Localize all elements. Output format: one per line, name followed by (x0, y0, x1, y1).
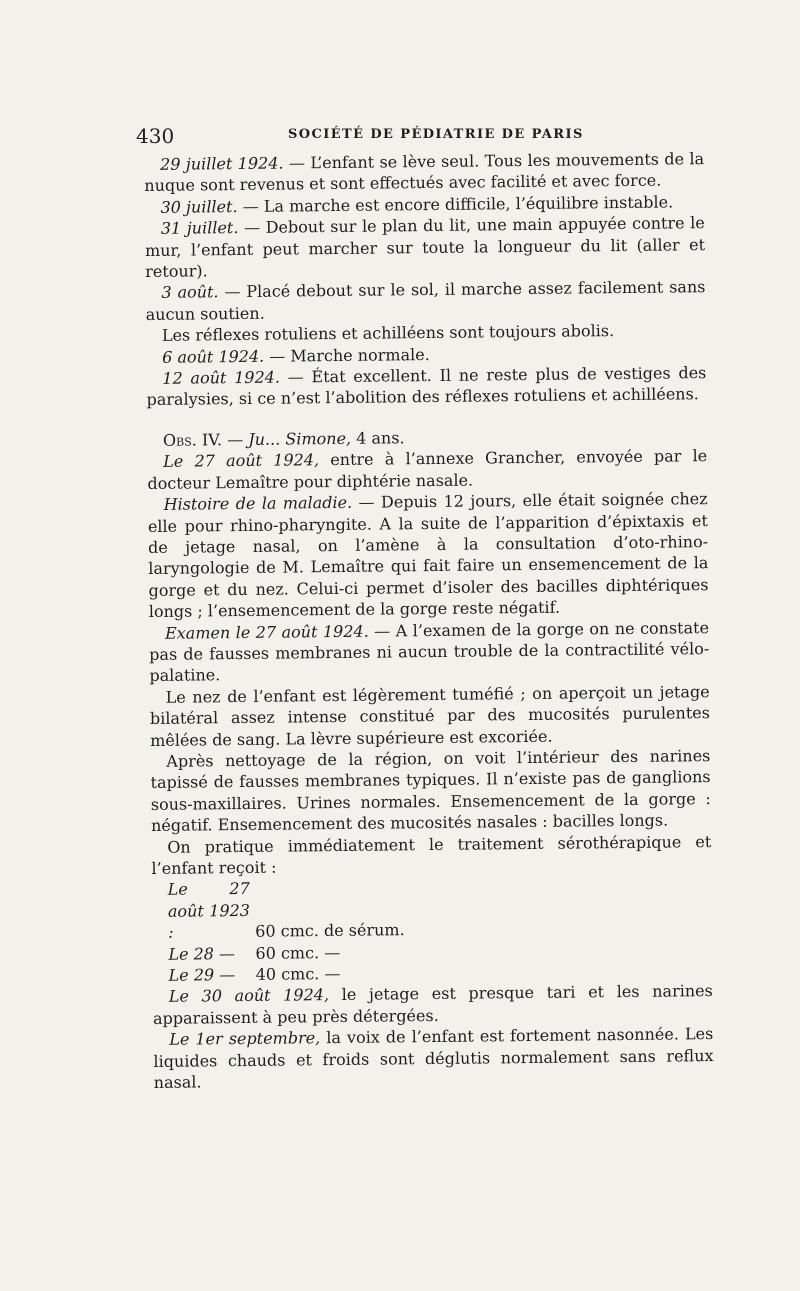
page-header (136, 124, 706, 146)
page-number: 430 (136, 124, 175, 148)
page-body (144, 148, 714, 1093)
paragraph: On pratique immédiatement le traitement sérothérapique et l’enfant reçoit : (151, 831, 712, 878)
paragraph: 3 août. — Placé debout sur le sol, il marche assez facilement sans aucun soutien. (145, 277, 706, 324)
paragraph: Histoire de la maladie. — Depuis 12 jours, elle était soignée chez elle pour rhino-pharyngite. A la suite de l’apparition d’épixtaxis et de jetage nasal, on l’amène à la consultation d’oto-rhino-laryngologie de M. Lemaître qui fait faire un ensemencement de la gorge et du nez. Celui-ci permet d’isoler des bacilles diphtériques longs ; l’ensemencement de la gorge reste négatif. (147, 489, 709, 622)
paragraph: Le 1er septembre, la voix de l’enfant est fortement nasonnée. Les liquides chauds et froids sont déglutis normalement sans reflux nasal. (153, 1024, 714, 1093)
paragraph: Examen le 27 août 1924. — A l’examen de la gorge on ne constate pas de fausses membranes ni aucun trouble de la contractilité vélo-palatine. (149, 617, 710, 686)
dose-line: Le 29 — 40 cmc. — (168, 964, 341, 985)
dose-line: Le 27 août 1923 : 60 cmc. de sérum. (167, 879, 405, 943)
running-title: SOCIÉTÉ DE PÉDIATRIE DE PARIS (288, 127, 584, 142)
paragraph: Les réflexes rotuliens et achilléens sont toujours abolis. (161, 321, 615, 346)
paragraph: Le 27 août 1924, entre à l’annexe Grancher, envoyée par le docteur Lemaître pour diphtérie nasale. (147, 446, 708, 493)
paragraph: 30 juillet. — La marche est encore difficile, l’équilibre instable. (160, 192, 674, 217)
paragraph: Le nez de l’enfant est légèrement tuméfié ; on aperçoit un jetage bilatéral assez intense constitué par des mucosités purulentes mêlées de sang. La lèvre supérieure est excoriée. (149, 681, 710, 750)
paragraph: 6 août 1924. — Marche normale. (162, 344, 430, 367)
paragraph: Le 30 août 1924, le jetage est presque tari et les narines apparaissent à peu près détergées. (152, 981, 713, 1028)
paragraph: 29 juillet 1924. — L’enfant se lève seul. Tous les mouvements de la nuque sont revenus et sont effectués avec facilité et avec force. (144, 149, 705, 196)
paragraph: 12 août 1924. — État excellent. Il ne reste plus de vestiges des paralysies, si ce n’est l’abolition des réflexes rotuliens et achilléens. (146, 363, 707, 410)
paragraph: 31 juillet. — Debout sur le plan du lit, une main appuyée contre le mur, l’enfant peut marcher sur toute la longueur du lit (aller et retour). (144, 213, 706, 282)
paragraph: Après nettoyage de la région, on voit l’intérieur des narines tapissé de fausses membranes typiques. Il n’existe pas de ganglions sous-maxillaires. Urines normales. Ensemencement de la gorge : négatif. Ensemencement des mucosités nasales : bacilles longs. (150, 746, 711, 836)
dose-line: Le 28 — 60 cmc. — (168, 942, 341, 964)
observation-heading: Obs. IV. — Ju... Simone, 4 ans. (162, 428, 405, 450)
